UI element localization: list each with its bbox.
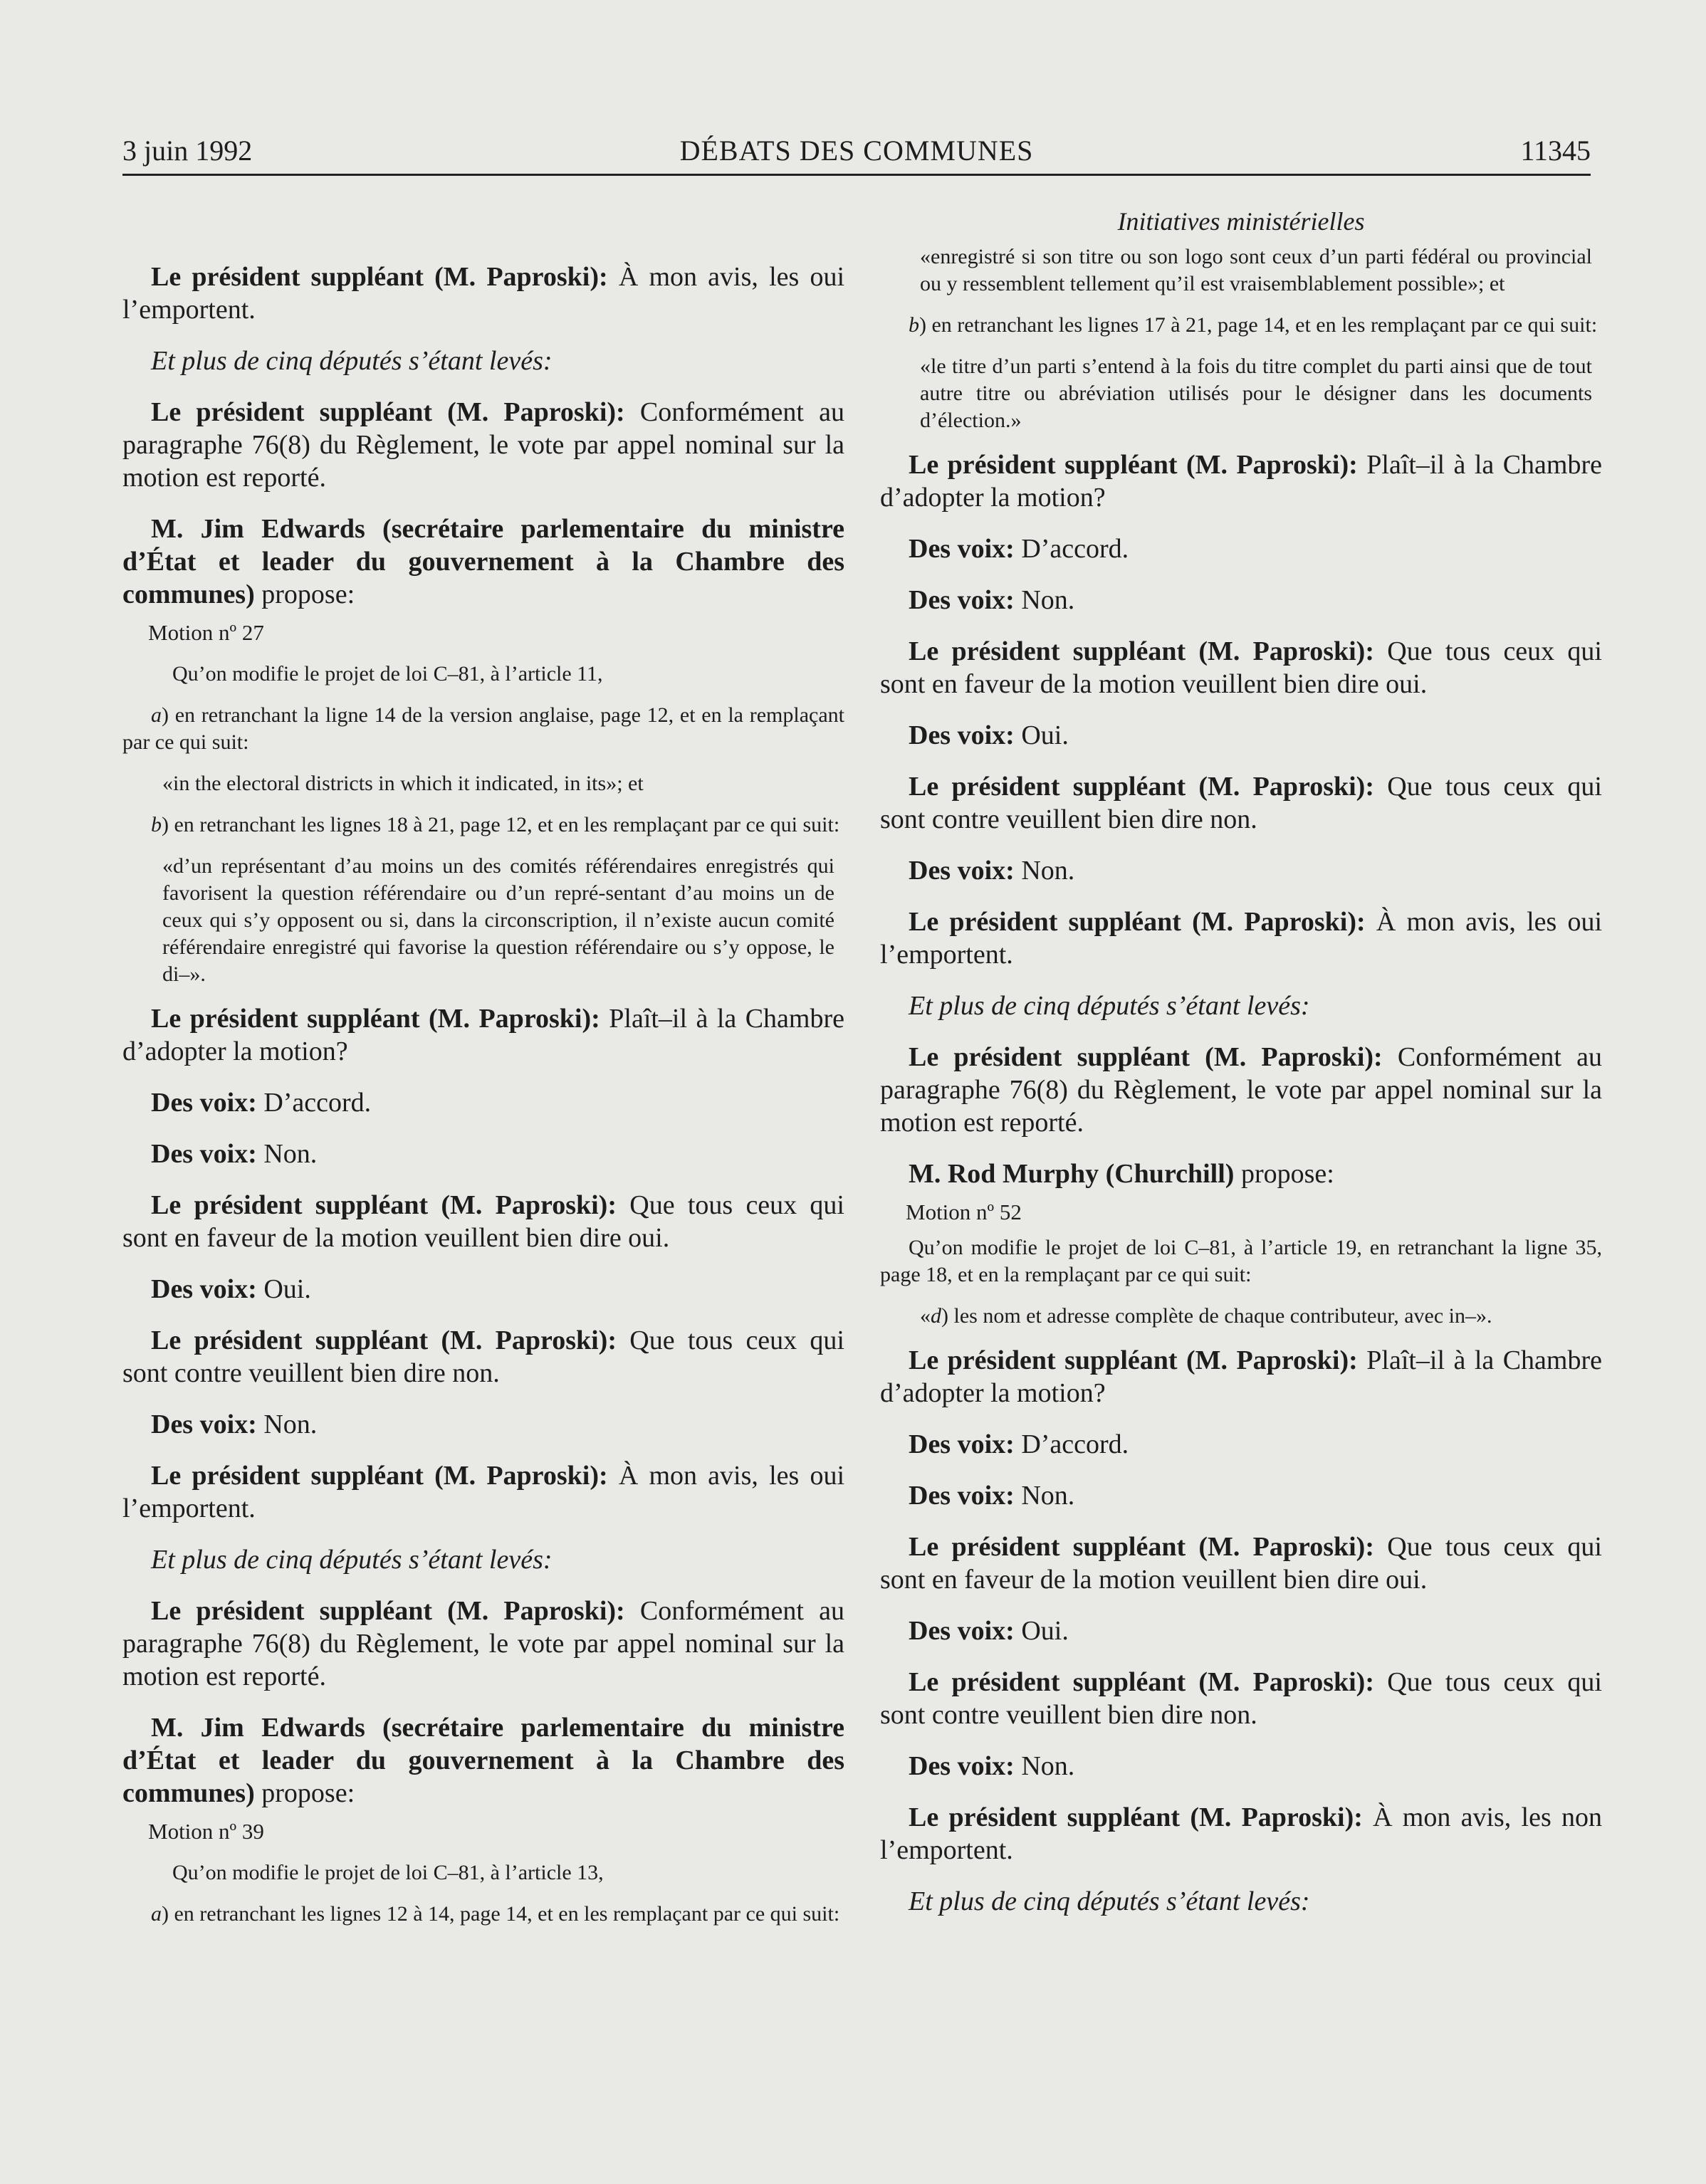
speech-text: propose: <box>254 579 355 609</box>
speech-paragraph <box>880 1041 1602 1139</box>
speech-text: Plaît–il à la Chambre d’adopter la motion? <box>880 1345 1603 1408</box>
speech-paragraph <box>122 261 844 326</box>
speech-text: Non. <box>1014 585 1075 615</box>
speaker-name: Le président suppléant (M. Paproski): <box>151 1325 617 1355</box>
header-date: 3 juin 1992 <box>122 135 253 167</box>
left-column <box>122 206 844 1928</box>
speech-paragraph <box>880 1615 1602 1647</box>
speech-paragraph <box>880 584 1602 616</box>
speech-text: Non. <box>256 1409 318 1439</box>
speech-paragraph <box>122 1408 844 1441</box>
speech-paragraph <box>122 1711 844 1810</box>
speech-paragraph <box>880 1157 1602 1190</box>
speaker-name: Des voix: <box>909 1481 1015 1511</box>
speaker-name: Des voix: <box>909 585 1015 615</box>
motion-text: Qu’on modifie le projet de loi C–81, à l’article 11, <box>172 662 603 686</box>
speech-text: Non. <box>1014 856 1075 886</box>
speech-paragraph <box>122 1273 844 1306</box>
speech-text: Que tous ceux qui sont en faveur de la motion veuillent bien dire oui. <box>880 636 1602 699</box>
speech-text: Oui. <box>1014 720 1069 750</box>
item-letter: d <box>931 1304 941 1328</box>
speech-paragraph <box>880 1531 1602 1596</box>
motion-quote: «d’un représentant d’au moins un des comités référendaires enregistrés qui favorisent la question référendaire ou d’un repré-sentant d’au moins un de ceux qui s’y opposent ou si, dans la circonscription, il n’existe aucun comité référendaire enregistré qui favorise la question référendaire ou s’y oppose, le di–». <box>162 854 834 986</box>
stage-direction: Et plus de cinq députés s’étant levés: <box>151 1545 553 1575</box>
header-title: DÉBATS DES COMMUNES <box>679 135 1034 167</box>
item-letter: b <box>151 813 162 836</box>
speech-paragraph <box>122 1459 844 1525</box>
speech-paragraph <box>880 1666 1602 1731</box>
speech-text: À mon avis, les oui l’emportent. <box>880 907 1603 970</box>
item-text: ) en retranchant les lignes 12 à 14, page 14, et en les remplaçant par ce qui suit: <box>162 1902 840 1926</box>
motion-text: Qu’on modifie le projet de loi C–81, à l’article 19, en retranchant la ligne 35, page 18, et en la remplaçant par ce qui suit: <box>880 1236 1602 1286</box>
section-heading: Initiatives ministérielles <box>1117 207 1365 236</box>
speech-paragraph <box>122 1595 844 1693</box>
header-page-number: 11345 <box>1520 135 1591 167</box>
speaker-name: Le président suppléant (M. Paproski): <box>909 1532 1374 1562</box>
speech-paragraph <box>880 905 1602 971</box>
item-letter: b <box>909 313 919 337</box>
speaker-name: Des voix: <box>151 1088 257 1118</box>
speaker-name: Des voix: <box>909 720 1015 750</box>
speech-paragraph <box>122 396 844 494</box>
speech-text: Que tous ceux qui sont contre veuillent bien dire non. <box>880 1667 1602 1730</box>
motion-quote: «enregistré si son titre ou son logo sont ceux d’un parti fédéral ou provincial ou y ressemblent tellement qu’il est vraisemblablement possible»; et <box>920 245 1592 295</box>
speaker-name: Des voix: <box>909 1751 1015 1781</box>
speech-text: Que tous ceux qui sont contre veuillent bien dire non. <box>880 772 1602 834</box>
speaker-name: Le président suppléant (M. Paproski): <box>909 1345 1358 1375</box>
speech-paragraph <box>880 770 1602 836</box>
speech-text: À mon avis, les oui l’emportent. <box>122 1461 845 1523</box>
speech-paragraph <box>880 532 1602 565</box>
speaker-name: Le président suppléant (M. Paproski): <box>151 262 608 292</box>
speech-paragraph <box>880 635 1602 700</box>
speech-paragraph <box>122 1324 844 1390</box>
item-letter: a <box>151 1902 162 1926</box>
speech-text: Que tous ceux qui sont en faveur de la motion veuillent bien dire oui. <box>122 1190 844 1253</box>
stage-direction: Et plus de cinq députés s’étant levés: <box>151 346 553 376</box>
speaker-name: Des voix: <box>909 1616 1015 1646</box>
motion-number: Motion nº 39 <box>148 1819 264 1844</box>
stage-direction: Et plus de cinq députés s’étant levés: <box>909 1886 1310 1916</box>
speech-text: D’accord. <box>256 1088 372 1118</box>
item-text: ) en retranchant la ligne 14 de la version anglaise, page 12, et en la remplaçant par ce qui suit: <box>122 703 844 754</box>
speaker-name: M. Jim Edwards (secrétaire parlementaire du ministre d’État et leader du gouvernement à la Chambre des communes) <box>122 1713 844 1808</box>
speech-text: À mon avis, les oui l’emportent. <box>122 262 845 325</box>
quote-open: « <box>920 1304 931 1328</box>
motion-quote: «in the electoral districts in which it indicated, in its»; et <box>162 772 644 795</box>
header-rule <box>122 174 1591 176</box>
speaker-name: Des voix: <box>151 1274 257 1304</box>
speech-text: D’accord. <box>1014 1429 1129 1459</box>
speech-text: Non. <box>1014 1751 1075 1781</box>
speaker-name: Le président suppléant (M. Paproski): <box>151 1004 600 1034</box>
speaker-name: Des voix: <box>909 534 1015 564</box>
motion-quote: «le titre d’un parti s’entend à la fois du titre complet du parti ainsi que de tout autre titre ou abréviation utilisés pour le désigner dans les documents d’élection.» <box>920 355 1592 432</box>
speaker-name: Le président suppléant (M. Paproski): <box>909 772 1374 802</box>
speaker-name: Des voix: <box>151 1139 257 1169</box>
speech-paragraph <box>122 1002 844 1068</box>
speaker-name: Le président suppléant (M. Paproski): <box>151 1190 617 1220</box>
speech-paragraph <box>880 854 1602 887</box>
motion-text: Qu’on modifie le projet de loi C–81, à l’article 13, <box>172 1861 604 1884</box>
item-letter: a <box>151 703 162 727</box>
speech-paragraph <box>880 1479 1602 1512</box>
speech-text: Oui. <box>1014 1616 1069 1646</box>
speech-paragraph <box>122 513 844 611</box>
motion-text <box>122 812 844 839</box>
speech-text: propose: <box>254 1778 355 1808</box>
right-column <box>880 206 1602 1918</box>
speech-paragraph <box>880 1428 1602 1461</box>
speech-text: Que tous ceux qui sont contre veuillent bien dire non. <box>122 1325 844 1388</box>
speech-paragraph <box>122 1138 844 1170</box>
speaker-name: M. Jim Edwards (secrétaire parlementaire du ministre d’État et leader du gouvernement à la Chambre des communes) <box>122 514 844 609</box>
speech-paragraph <box>122 1189 844 1254</box>
speech-text: Conformément au paragraphe 76(8) du Règlement, le vote par appel nominal sur la motion est reporté. <box>122 397 844 493</box>
speaker-name: Le président suppléant (M. Paproski): <box>909 1802 1363 1832</box>
page-header <box>122 134 1591 177</box>
motion-number: Motion nº 27 <box>148 620 264 645</box>
speaker-name: Le président suppléant (M. Paproski): <box>151 1461 608 1491</box>
speech-text: Conformément au paragraphe 76(8) du Règlement, le vote par appel nominal sur la motion est reporté. <box>880 1042 1602 1138</box>
speech-paragraph <box>880 1750 1602 1783</box>
motion-number: Motion nº 52 <box>906 1199 1022 1224</box>
speaker-name: Le président suppléant (M. Paproski): <box>151 397 625 427</box>
item-text: ) les nom et adresse complète de chaque contributeur, avec in–». <box>941 1304 1492 1328</box>
speech-text: propose: <box>1234 1159 1334 1189</box>
motion-text <box>122 702 844 756</box>
speech-paragraph <box>880 719 1602 752</box>
speech-text: Non. <box>1014 1481 1075 1511</box>
speaker-name: Le président suppléant (M. Paproski): <box>909 1667 1374 1697</box>
speech-text: Non. <box>256 1139 318 1169</box>
stage-direction: Et plus de cinq députés s’étant levés: <box>909 991 1310 1021</box>
speaker-name: M. Rod Murphy (Churchill) <box>909 1159 1235 1189</box>
speech-paragraph <box>880 1344 1602 1409</box>
speaker-name: Le président suppléant (M. Paproski): <box>909 636 1374 666</box>
speech-text: Oui. <box>256 1274 311 1304</box>
speaker-name: Le président suppléant (M. Paproski): <box>151 1596 625 1626</box>
speaker-name: Le président suppléant (M. Paproski): <box>909 450 1358 480</box>
speaker-name: Des voix: <box>909 856 1015 886</box>
speech-text: Plaît–il à la Chambre d’adopter la motion? <box>880 450 1603 513</box>
speech-paragraph <box>122 1086 844 1119</box>
motion-quote <box>880 1303 1602 1330</box>
speaker-name: Le président suppléant (M. Paproski): <box>909 1042 1383 1072</box>
item-text: ) en retranchant les lignes 18 à 21, page 12, et en les remplaçant par ce qui suit: <box>162 813 840 836</box>
speech-text: À mon avis, les non l’emportent. <box>880 1802 1602 1865</box>
speech-paragraph <box>880 1801 1602 1867</box>
speech-text: Que tous ceux qui sont en faveur de la motion veuillent bien dire oui. <box>880 1532 1602 1595</box>
speech-text: Conformément au paragraphe 76(8) du Règlement, le vote par appel nominal sur la motion est reporté. <box>122 1596 844 1691</box>
speaker-name: Le président suppléant (M. Paproski): <box>909 907 1366 937</box>
speaker-name: Des voix: <box>151 1409 257 1439</box>
speech-text: Plaît–il à la Chambre d’adopter la motion? <box>122 1004 845 1066</box>
motion-text <box>122 1901 844 1928</box>
item-text: ) en retranchant les lignes 17 à 21, page 14, et en les remplaçant par ce qui suit: <box>919 313 1598 337</box>
motion-text <box>880 312 1602 339</box>
speech-paragraph <box>880 448 1602 514</box>
speech-text: D’accord. <box>1014 534 1129 564</box>
speaker-name: Des voix: <box>909 1429 1015 1459</box>
